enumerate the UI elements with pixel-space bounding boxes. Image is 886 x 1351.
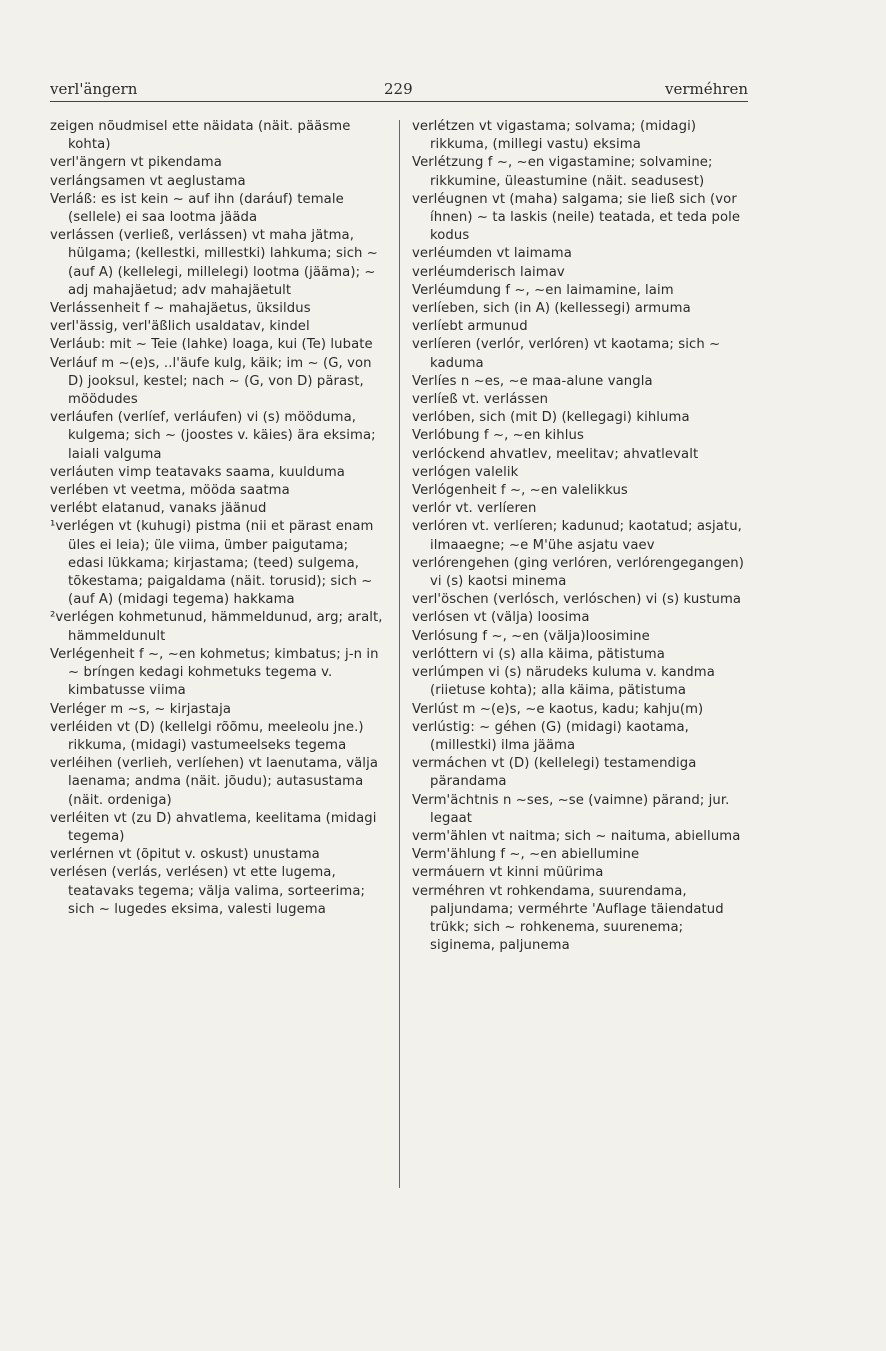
dictionary-entry: verléihen (verlieh, verlíehen) vt laenutama, välja laenama; andma (näit. jõudu); autasustama (näit. ordeniga) xyxy=(50,756,379,808)
dictionary-entry: verlóttern vi (s) alla käima, pätistuma xyxy=(412,646,665,662)
dictionary-entry: Verlégenheit f ~, ~en kohmetus; kimbatus; j-n in ~ bríngen kedagi kohmetuks tegema v. kimbatusse viima xyxy=(50,646,379,699)
dictionary-entry: verlíeß vt. verlássen xyxy=(412,392,549,408)
page-number: 229 xyxy=(384,80,413,98)
dictionary-entry: ¹verlégen vt (kuhugi) pistma (nii et pärast enam üles ei leia); üle viima, ümber paigutama; edasi lükkama; kirjastama; (teed) sulgema, tõkestama; paigaldama (näit. torusid); sich ~ (auf A) (midagi tegema) hakkama xyxy=(50,519,374,608)
dictionary-entry: Verlúst m ~(e)s, ~e kaotus, kadu; kahju(m) xyxy=(412,701,704,717)
dictionary-entry: verlóben, sich (mit D) (kellegagi) kihluma xyxy=(412,410,690,426)
dictionary-entry: verl'öschen (verlósch, verlóschen) vi (s) kustuma xyxy=(412,592,742,608)
dictionary-entry: vermáchen vt (D) (kellelegi) testamendiga pärandama xyxy=(412,756,697,790)
dictionary-entry: verláufen (verlíef, verláufen) vi (s) mööduma, kulgema; sich ~ (joostes v. käies) ära eksima; laiali valguma xyxy=(50,410,376,462)
dictionary-entry: verlétzen vt vigastama; solvama; (midagi) rikkuma, (millegi vastu) eksima xyxy=(412,119,697,153)
right-column xyxy=(412,118,748,955)
dictionary-entry: Verlósung f ~, ~en (välja)loosimine xyxy=(412,628,650,644)
dictionary-entry: verm'ählen vt naitma; sich ~ naituma, abielluma xyxy=(412,828,741,844)
dictionary-entry: verlérnen vt (õpitut v. oskust) unustama xyxy=(50,847,320,863)
dictionary-entry: Verlíes n ~es, ~e maa-alune vangla xyxy=(412,373,653,389)
dictionary-entry: verléiten vt (zu D) ahvatlema, keelitama (midagi tegema) xyxy=(50,810,377,844)
dictionary-entry: verléumderisch laimav xyxy=(412,264,565,280)
dictionary-entry: Verléumdung f ~, ~en laimamine, laim xyxy=(412,282,674,298)
dictionary-entry: Verlógenheit f ~, ~en valelikkus xyxy=(412,483,628,499)
dictionary-entry: ²verlégen kohmetunud, hämmeldunud, arg; aralt, hämmeldunult xyxy=(50,610,383,644)
dictionary-entry: verlángsamen vt aeglustama xyxy=(50,173,246,189)
dictionary-entry: Verláub: mit ~ Teie (lahke) loaga, kui (Te) lubate xyxy=(50,337,373,353)
first-headword: verl'ängern xyxy=(50,80,138,98)
dictionary-entry: verlében vt veetma, mööda saatma xyxy=(50,483,290,499)
dictionary-entry: Verlássenheit f ~ mahajäetus, üksildus xyxy=(50,301,311,317)
header-rule xyxy=(50,101,748,102)
dictionary-entry: verlésen (verlás, verlésen) vt ette lugema, teatavaks tegema; välja valima, sorteerima; sich ~ lugedes eksima, valesti lugema xyxy=(50,865,366,917)
dictionary-entry: verméhren vt rohkendama, suurendama, paljundama; verméhrte 'Auflage täiendatud trükk; sich ~ rohkenema, suurenema; siginema, paljunema xyxy=(412,883,724,954)
last-headword: verméhren xyxy=(665,80,748,98)
running-head xyxy=(50,80,748,102)
dictionary-entry: Verlóbung f ~, ~en kihlus xyxy=(412,428,584,444)
dictionary-entry: verlóren vt. verlíeren; kadunud; kaotatud; asjatu, ilmaaegne; ~e M'ühe asjatu vaev xyxy=(412,519,742,553)
dictionary-entry: verl'ässig, verl'äßlich usaldatav, kindel xyxy=(50,319,310,335)
left-column xyxy=(50,118,388,919)
dictionary-entry: verlústig: ~ géhen (G) (midagi) kaotama, (millestki) ilma jääma xyxy=(412,719,689,753)
dictionary-entry: verléugnen vt (maha) salgama; sie ließ sich (vor íhnen) ~ ta laskis (neile) teatada, et teda pole kodus xyxy=(412,191,741,244)
dictionary-entry: verlíebt armunud xyxy=(412,319,528,335)
dictionary-entry: Verm'ächtnis n ~ses, ~se (vaimne) pärand; jur. legaat xyxy=(412,792,730,826)
dictionary-entry: verlósen vt (välja) loosima xyxy=(412,610,590,626)
dictionary-entry: verlúmpen vi (s) närudeks kuluma v. kandma (riietuse kohta); alla käima, pätistuma xyxy=(412,665,715,699)
dictionary-entry: verlóckend ahvatlev, meelitav; ahvatlevalt xyxy=(412,446,699,462)
dictionary-entry: vermáuern vt kinni müürima xyxy=(412,865,604,881)
dictionary-entry: Verléger m ~s, ~ kirjastaja xyxy=(50,701,232,717)
dictionary-entry: verlíeren (verlór, verlóren) vt kaotama; sich ~ kaduma xyxy=(412,337,721,371)
dictionary-entry: verlássen (verließ, verlássen) vt maha jätma, hülgama; (kellestki, millestki) lahkuma; sich ~ (auf A) (kellelegi, millelegi) lootma (jääma); ~ adj mahajäetud; adv mahajäetult xyxy=(50,228,378,298)
dictionary-entry: verl'ängern vt pikendama xyxy=(50,155,222,171)
dictionary-entry: verláuten vimp teatavaks saama, kuulduma xyxy=(50,464,345,480)
dictionary-entry: Verm'ählung f ~, ~en abiellumine xyxy=(412,847,640,863)
dictionary-entry: Verláuf m ~(e)s, ..l'äufe kulg, käik; im ~ (G, von D) jooksul, kestel; nach ~ (G, von D) pärast, möödudes xyxy=(50,355,372,408)
dictionary-entry: verléiden vt (D) (kellelgi rõõmu, meeleolu jne.) rikkuma, (midagi) vastumeelseks tegema xyxy=(50,719,364,753)
column-divider xyxy=(399,120,400,1188)
dictionary-entry: verlórengehen (ging verlóren, verlórengegangen) vi (s) kaotsi minema xyxy=(412,555,744,590)
dictionary-entry: Verlétzung f ~, ~en vigastamine; solvamine; rikkumine, üleastumine (näit. seadusest) xyxy=(412,155,713,189)
dictionary-entry: verlíeben, sich (in A) (kellessegi) armuma xyxy=(412,301,691,317)
dictionary-entry: Verláß: es ist kein ~ auf ihn (daráuf) temale (sellele) ei saa lootma jääda xyxy=(50,191,344,226)
dictionary-entry: verlógen valelik xyxy=(412,464,519,480)
dictionary-entry: verlébt elatanud, vanaks jäänud xyxy=(50,501,267,517)
dictionary-entry: verléumden vt laimama xyxy=(412,246,572,262)
dictionary-entry: verlór vt. verlíeren xyxy=(412,501,537,517)
dictionary-entry: zeigen nõudmisel ette näidata (näit. pääsme kohta) xyxy=(50,119,351,153)
